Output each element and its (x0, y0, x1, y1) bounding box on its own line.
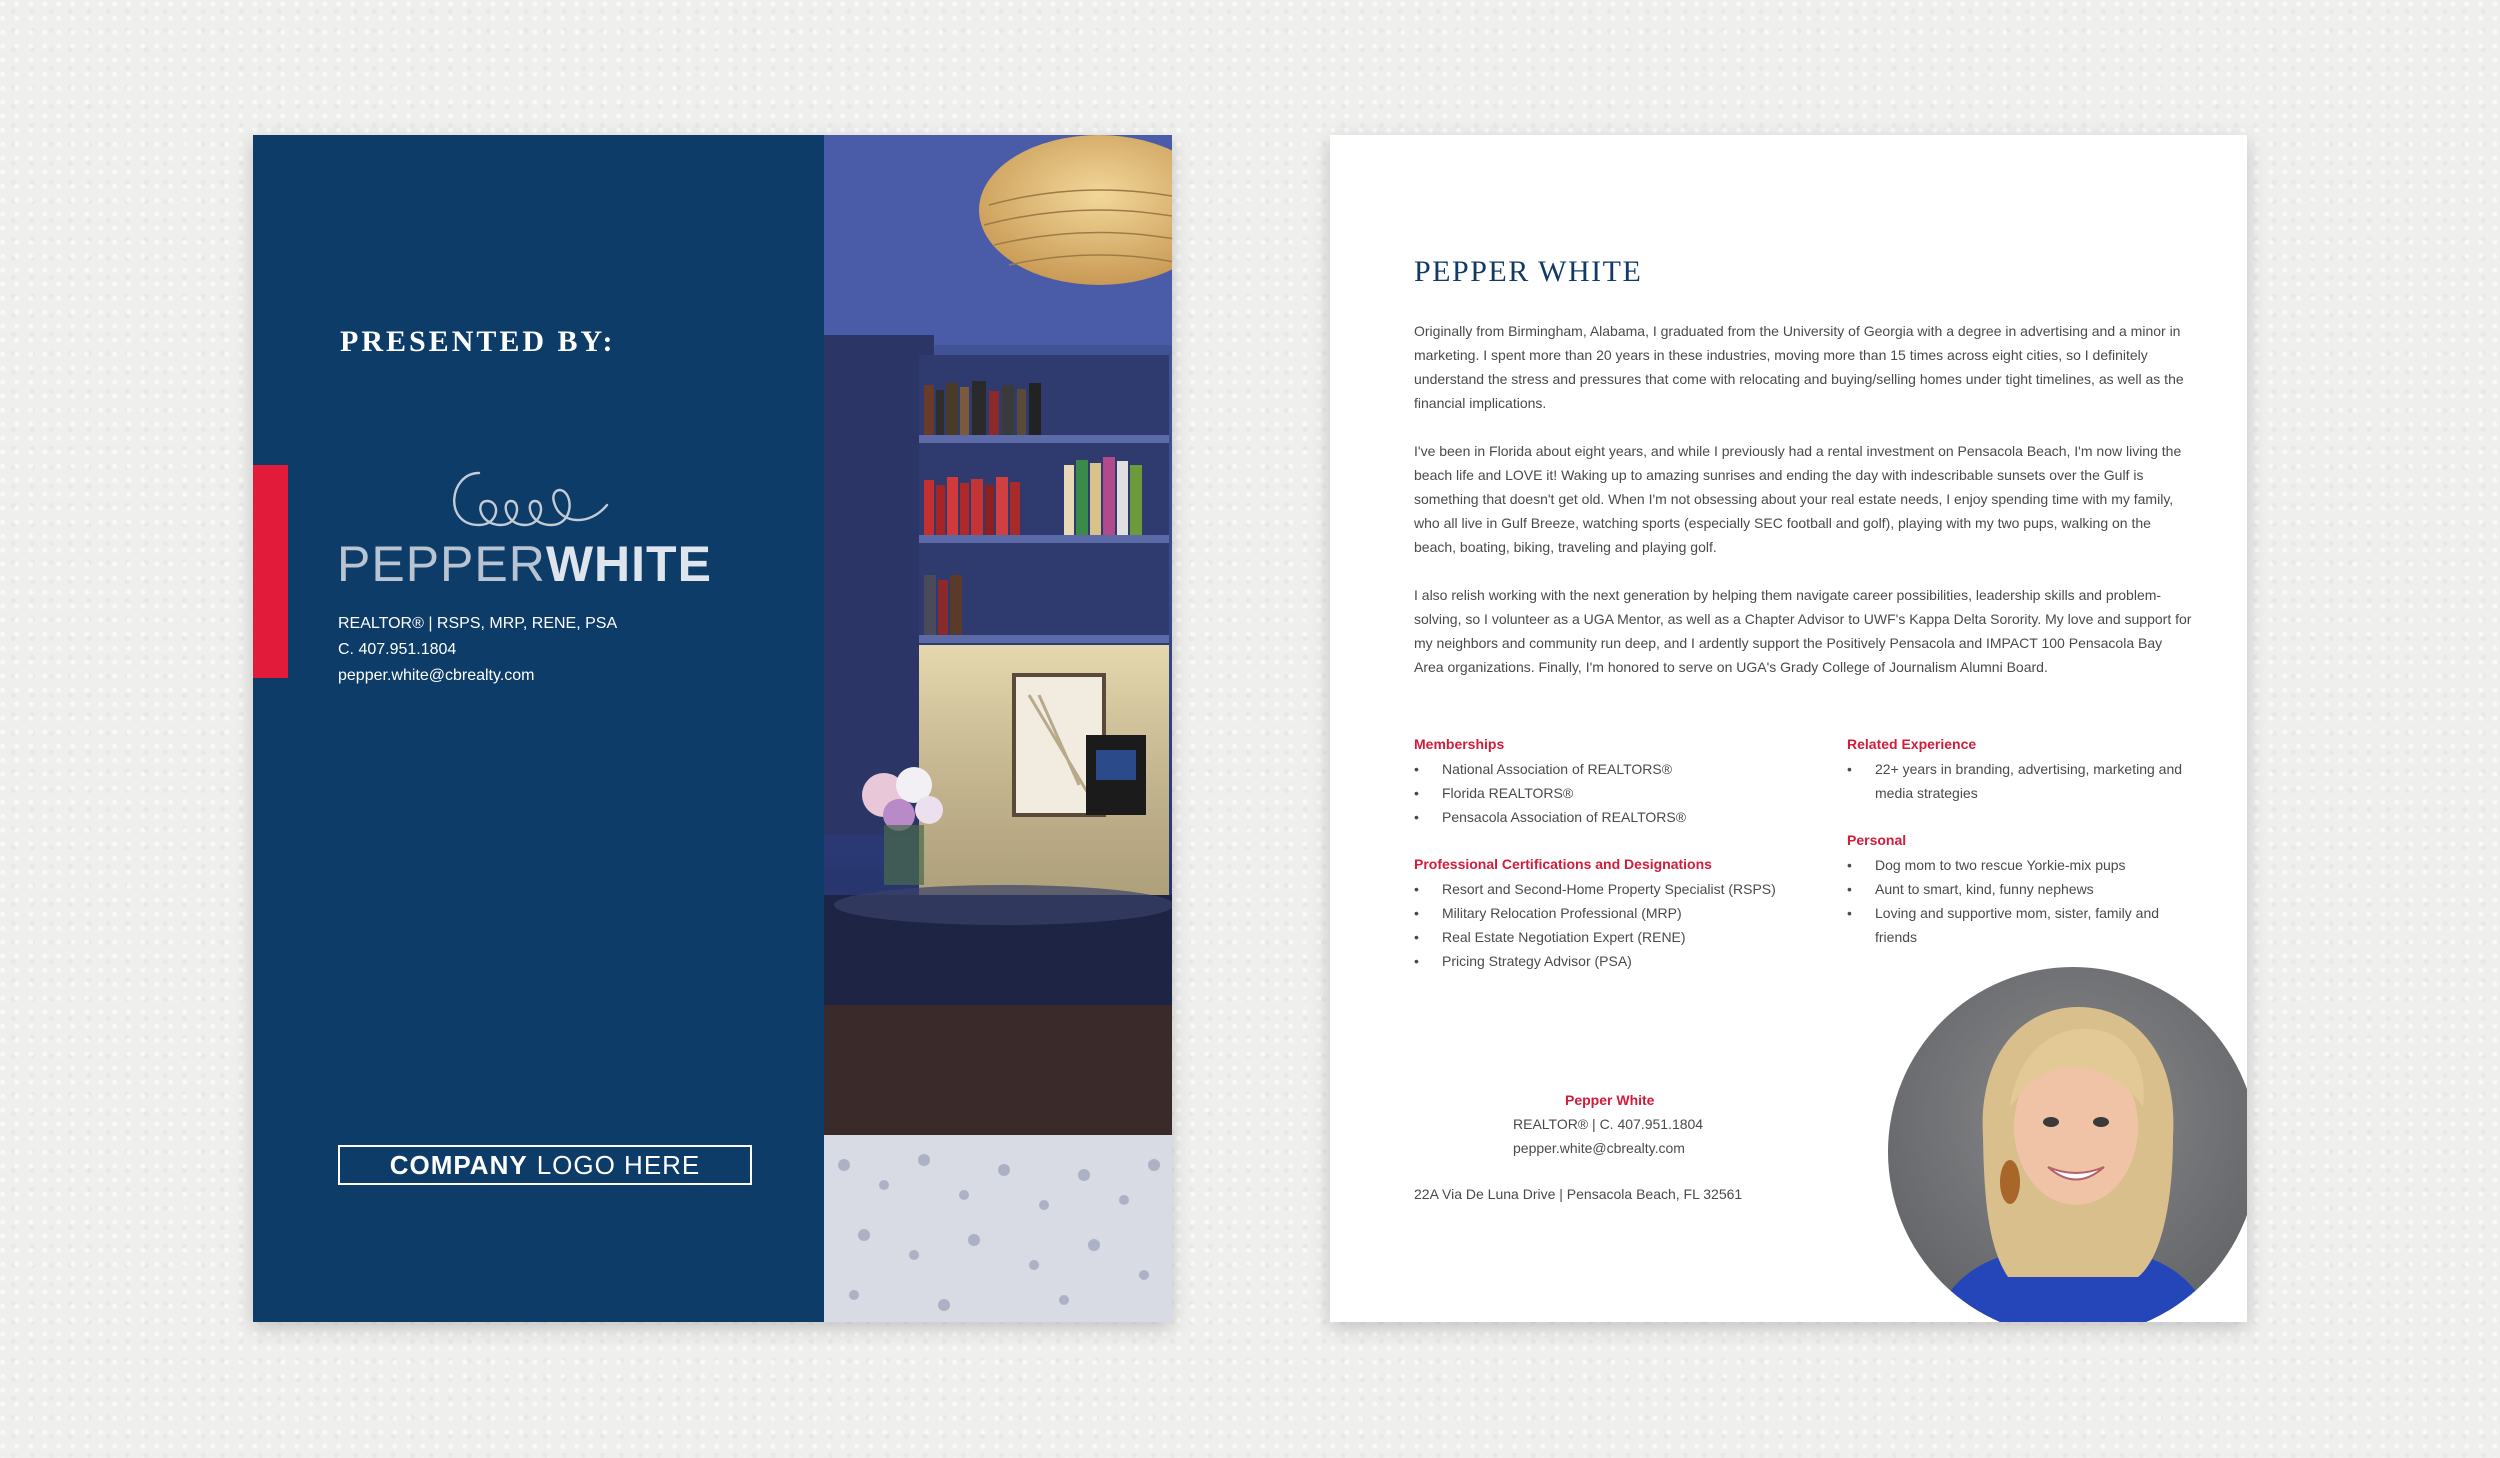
list-item: • Loving and supportive mom, sister, family and friends (1847, 901, 2187, 949)
agent-portrait (1888, 967, 2247, 1322)
agent-contact-block (338, 611, 617, 689)
presented-by-heading: PRESENTED BY: (340, 325, 616, 358)
contact-email: pepper.white@cbrealty.com (1513, 1140, 1685, 1156)
accent-bar (253, 465, 288, 678)
list-item: • Florida REALTORS® (1414, 781, 1814, 805)
contact-address: 22A Via De Luna Drive | Pensacola Beach, FL 32561 (1414, 1186, 1743, 1202)
logo-last-name: WHITE (545, 536, 712, 592)
interior-photo (824, 135, 1172, 1322)
bio-paragraph-2: I've been in Florida about eight years, and while I previously had a rental investment on Pensacola Beach, I'm now living the beach life and LOVE it! Waking up to amazing sunrises and ending the day with indescribable sunsets over the Gulf is something that doesn't get old. When I'm not obsessing about your real estate needs, I enjoy spending time with my family, who all live in Gulf Breeze, watching sports (especially SEC football and golf), playing with my two pups, walking on the beach, boating, biking, traveling and playing golf. (1414, 443, 2182, 555)
brochure-cover-page (253, 135, 1172, 1322)
company-logo-bold: COMPANY (389, 1149, 528, 1180)
agent-portrait-illustration (1888, 967, 2247, 1322)
bio-paragraph-3: I also relish working with the next generation by helping them navigate career possibilities, leadership skills and problem-solving, so I volunteer as a UGA Mentor, as well as a Chapter Advisor to UWF's Kappa Delta Sorority. My love and support for my neighbors and community run deep, and I ardently support the Positively Pensacola and IMPACT 100 Pensacola Bay Area organizations. Finally, I'm honored to serve on UGA's Grady College of Journalism Alumni Board. (1414, 587, 2192, 675)
list-item: • Dog mom to two rescue Yorkie-mix pups (1847, 853, 2187, 877)
experience-heading: Related Experience (1847, 736, 1977, 752)
certifications-list (1414, 877, 1834, 973)
personal-heading: Personal (1847, 832, 1907, 848)
list-item: • Aunt to smart, kind, funny nephews (1847, 877, 2187, 901)
list-item: • Pricing Strategy Advisor (PSA) (1414, 949, 1834, 973)
certifications-heading: Professional Certifications and Designations (1414, 856, 1712, 872)
company-logo-rest: LOGO HERE (536, 1149, 701, 1180)
agent-email: pepper.white@cbrealty.com (338, 667, 535, 684)
list-item: • Pensacola Association of REALTORS® (1414, 805, 1814, 829)
bio-paragraph-1: Originally from Birmingham, Alabama, I graduated from the University of Georgia with a degree in advertising and a minor in marketing. I spent more than 20 years in these industries, moving more than 15 times across eight cities, so I definitely understand the stress and pressures that come with relocating and buying/selling homes under tight timelines, as well as the financial implications. (1414, 323, 2184, 411)
agent-phone: C. 407.951.1804 (338, 641, 457, 658)
list-item: • Military Relocation Professional (MRP) (1414, 901, 1834, 925)
list-item: • Resort and Second-Home Property Specialist (RSPS) (1414, 877, 1834, 901)
list-item: • 22+ years in branding, advertising, marketing and media strategies (1847, 757, 2187, 805)
memberships-list (1414, 757, 1814, 829)
list-item: • Real Estate Negotiation Expert (RENE) (1414, 925, 1834, 949)
bio-title: PEPPER WHITE (1414, 255, 1643, 288)
brochure-bio-page (1330, 135, 2247, 1322)
logo-swirl-icon (439, 465, 619, 537)
agent-credentials: REALTOR® | RSPS, MRP, RENE, PSA (338, 615, 618, 632)
personal-list (1847, 853, 2187, 949)
logo-wordmark (337, 535, 807, 593)
contact-phone-line: REALTOR® | C. 407.951.1804 (1513, 1116, 1704, 1132)
interior-photo-illustration (824, 135, 1172, 1322)
contact-name: Pepper White (1565, 1092, 1655, 1108)
logo-first-name: PEPPER (337, 536, 546, 592)
navy-panel (253, 135, 824, 1322)
company-logo-placeholder (338, 1145, 752, 1185)
memberships-heading: Memberships (1414, 736, 1505, 752)
list-item: • National Association of REALTORS® (1414, 757, 1814, 781)
experience-list (1847, 757, 2187, 805)
